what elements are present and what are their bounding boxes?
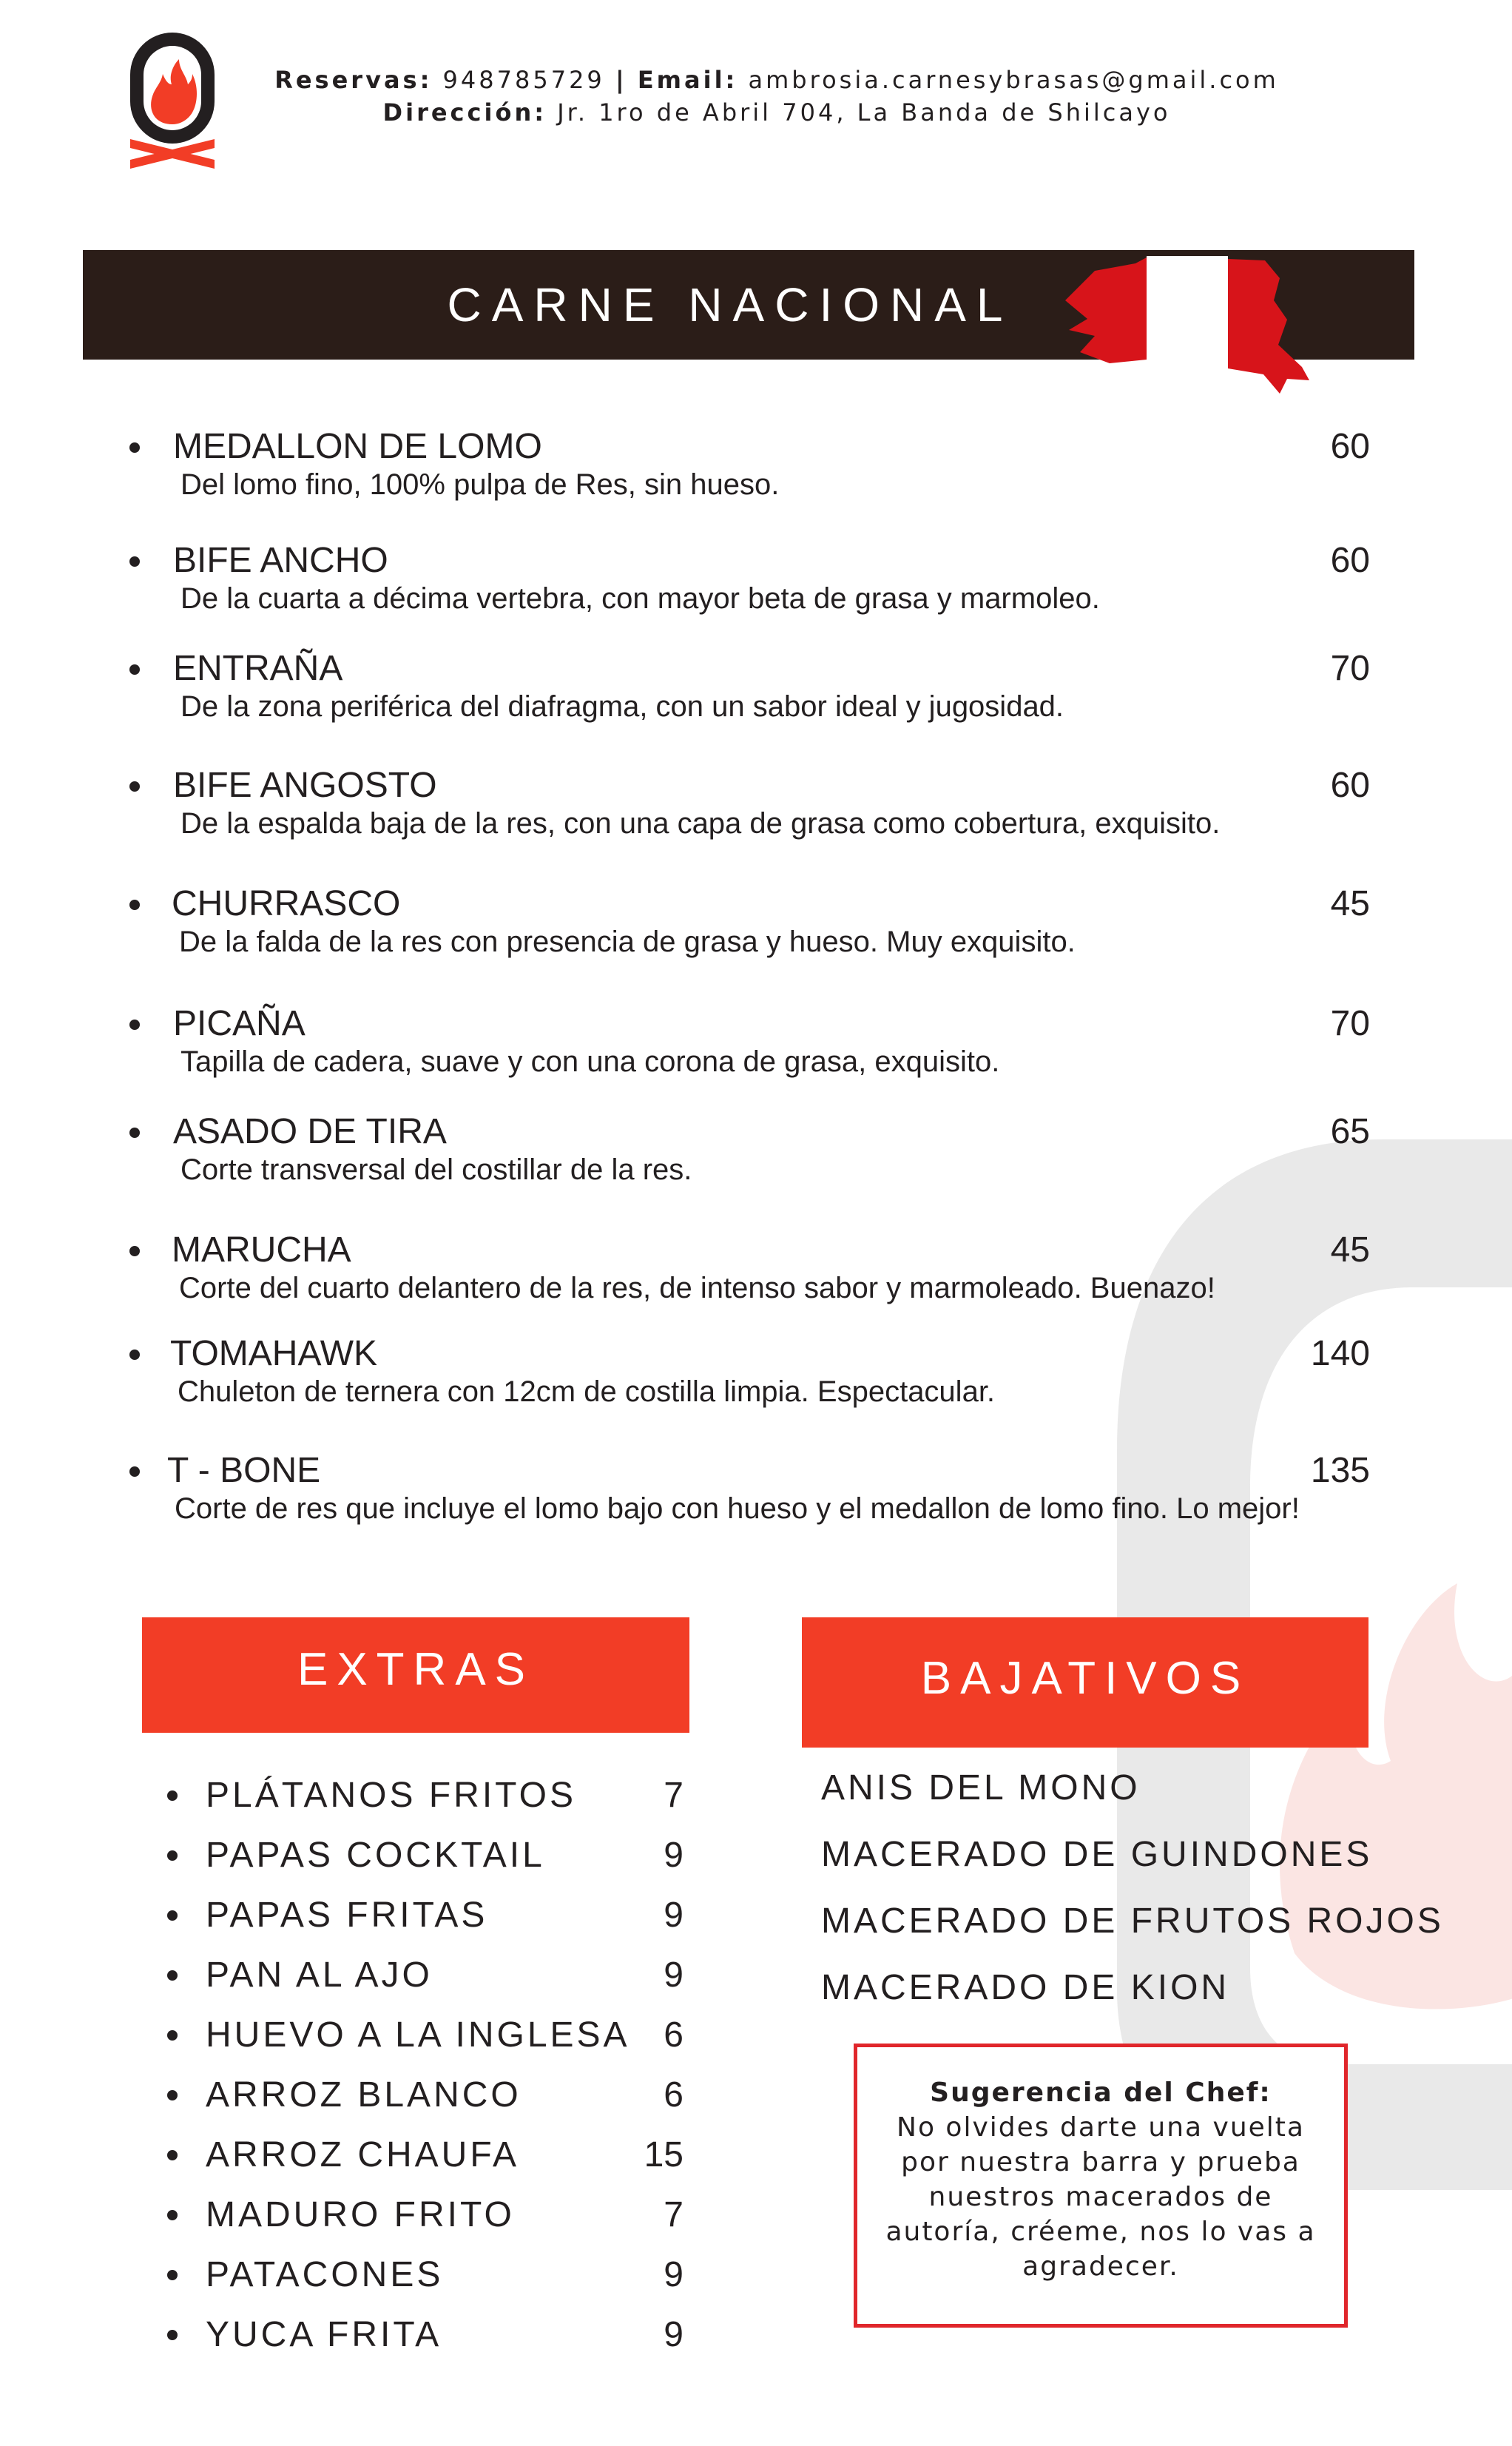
bullet-icon	[129, 781, 140, 792]
extras-item-price: 7	[664, 2195, 684, 2234]
extras-item	[0, 2069, 740, 2121]
direccion-label: Dirección:	[382, 98, 547, 127]
bajativos-item: MACERADO DE KION	[821, 1968, 1230, 2007]
menu-item-name: TOMAHAWK	[170, 1334, 378, 1373]
extras-item-name: MADURO FRITO	[206, 2195, 515, 2234]
extras-item-price: 9	[664, 1955, 684, 1995]
extras-item-price: 7	[664, 1776, 684, 1815]
bullet-icon	[167, 2090, 178, 2100]
menu-item-price: 45	[1330, 884, 1370, 923]
menu-item-description: Chuleton de ternera con 12cm de costilla limpia. Espectacular.	[178, 1375, 996, 1408]
chef-suggestion-text: No olvides darte una vuelta por nuestra barra y prueba nuestros macerados de autoría, créeme, nos lo vas a agradecer.	[885, 2112, 1316, 2282]
reservas-phone[interactable]: 948785729	[442, 66, 605, 94]
extras-item	[0, 1890, 740, 1941]
menu-item-name: MEDALLON DE LOMO	[173, 427, 542, 466]
bullet-icon	[129, 556, 140, 567]
bullet-icon	[167, 2330, 178, 2340]
bullet-icon	[167, 2150, 178, 2160]
chef-suggestion-box	[854, 2044, 1348, 2328]
menu-item-price: 60	[1330, 766, 1370, 805]
bullet-icon	[167, 1850, 178, 1861]
flame-logo-icon	[124, 30, 220, 170]
bullet-icon	[129, 900, 140, 910]
extras-item	[0, 1770, 740, 1822]
menu-item-description: Del lomo fino, 100% pulpa de Res, sin hueso.	[180, 468, 780, 501]
menu-item-description: De la zona periférica del diafragma, con un sabor ideal y jugosidad.	[180, 690, 1064, 723]
menu-item-name: T - BONE	[167, 1451, 321, 1490]
menu-item-price: 140	[1310, 1334, 1370, 1373]
bullet-icon	[129, 1020, 140, 1030]
extras-item-name: YUCA FRITA	[206, 2315, 442, 2354]
reservas-line	[222, 64, 1332, 96]
extras-item-price: 9	[664, 1896, 684, 1935]
bullet-icon	[129, 1466, 140, 1477]
bullet-icon	[167, 1970, 178, 1981]
contact-separator: |	[615, 66, 627, 94]
bajativos-item: MACERADO DE FRUTOS ROJOS	[821, 1901, 1444, 1941]
chef-suggestion-title: Sugerencia del Chef:	[930, 2078, 1272, 2108]
menu-item-description: De la cuarta a décima vertebra, con mayor beta de grasa y marmoleo.	[180, 582, 1100, 615]
bajativos-item: ANIS DEL MONO	[821, 1768, 1141, 1807]
direccion-line	[222, 96, 1332, 129]
extras-item-name: PLÁTANOS FRITOS	[206, 1776, 576, 1815]
extras-item	[0, 2129, 740, 2181]
extras-item	[0, 2249, 740, 2301]
peru-flag-icon	[1065, 249, 1309, 404]
extras-item-price: 6	[664, 2075, 684, 2115]
extras-item-name: PATACONES	[206, 2255, 444, 2294]
menu-item-price: 45	[1330, 1230, 1370, 1270]
bullet-icon	[129, 1350, 140, 1360]
menu-item-description: De la espalda baja de la res, con una capa de grasa como cobertura, exquisito.	[180, 807, 1221, 840]
menu-item-name: ENTRAÑA	[173, 649, 343, 688]
menu-item-description: Tapilla de cadera, suave y con una corona de grasa, exquisito.	[180, 1045, 1000, 1078]
extras-item-price: 6	[664, 2015, 684, 2055]
menu-item-description: De la falda de la res con presencia de grasa y hueso. Muy exquisito.	[179, 926, 1076, 958]
extras-item-price: 9	[664, 2315, 684, 2354]
menu-item-name: CHURRASCO	[172, 884, 401, 923]
direccion-address: Jr. 1ro de Abril 704, La Banda de Shilcayo	[557, 98, 1171, 127]
extras-item-price: 9	[664, 1836, 684, 1875]
extras-item-price: 9	[664, 2255, 684, 2294]
extras-item	[0, 1950, 740, 2001]
menu-item-name: MARUCHA	[172, 1230, 351, 1270]
menu-item-name: ASADO DE TIRA	[173, 1112, 447, 1151]
bajativos-item: MACERADO DE GUINDONES	[821, 1835, 1373, 1874]
bullet-icon	[167, 1910, 178, 1921]
extras-item-name: PAPAS FRITAS	[206, 1896, 488, 1935]
bullet-icon	[129, 442, 140, 453]
extras-item	[0, 2189, 740, 2241]
extras-item-name: PAN AL AJO	[206, 1955, 433, 1995]
bajativos-header: BAJATIVOS	[802, 1617, 1368, 1748]
extras-item	[0, 2009, 740, 2061]
email-address[interactable]: ambrosia.carnesybrasas@gmail.com	[748, 66, 1279, 94]
reservas-label: Reservas:	[274, 66, 433, 94]
extras-item	[0, 2309, 740, 2361]
menu-item-description: Corte transversal del costillar de la res.	[180, 1153, 692, 1186]
bullet-icon	[129, 1128, 140, 1138]
menu-item-price: 60	[1330, 427, 1370, 466]
menu-item-price: 70	[1330, 649, 1370, 688]
email-label: Email:	[637, 66, 738, 94]
bullet-icon	[129, 1246, 140, 1256]
bullet-icon	[167, 2210, 178, 2220]
menu-item-name: BIFE ANGOSTO	[173, 766, 437, 805]
extras-item-name: HUEVO A LA INGLESA	[206, 2015, 630, 2055]
extras-item-name: ARROZ BLANCO	[206, 2075, 522, 2115]
extras-item-price: 15	[644, 2135, 684, 2174]
bullet-icon	[167, 1790, 178, 1801]
menu-item-description: Corte de res que incluye el lomo bajo con hueso y el medallon de lomo fino. Lo mejor!	[175, 1492, 1300, 1525]
menu-item-name: BIFE ANCHO	[173, 541, 388, 580]
banner-title: CARNE NACIONAL	[447, 278, 1013, 331]
bullet-icon	[167, 2030, 178, 2041]
menu-item-price: 60	[1330, 541, 1370, 580]
extras-item-name: PAPAS COCKTAIL	[206, 1836, 545, 1875]
menu-item-description: Corte del cuarto delantero de la res, de intenso sabor y marmoleado. Buenazo!	[179, 1272, 1215, 1304]
bullet-icon	[167, 2270, 178, 2280]
extras-item	[0, 1830, 740, 1881]
menu-item-price: 135	[1310, 1451, 1370, 1490]
menu-item-price: 65	[1330, 1112, 1370, 1151]
extras-item-name: ARROZ CHAUFA	[206, 2135, 520, 2174]
menu-item-name: PICAÑA	[173, 1004, 306, 1043]
extras-header: EXTRAS	[142, 1617, 689, 1733]
contact-info	[222, 64, 1332, 129]
bullet-icon	[129, 664, 140, 675]
menu-item-price: 70	[1330, 1004, 1370, 1043]
